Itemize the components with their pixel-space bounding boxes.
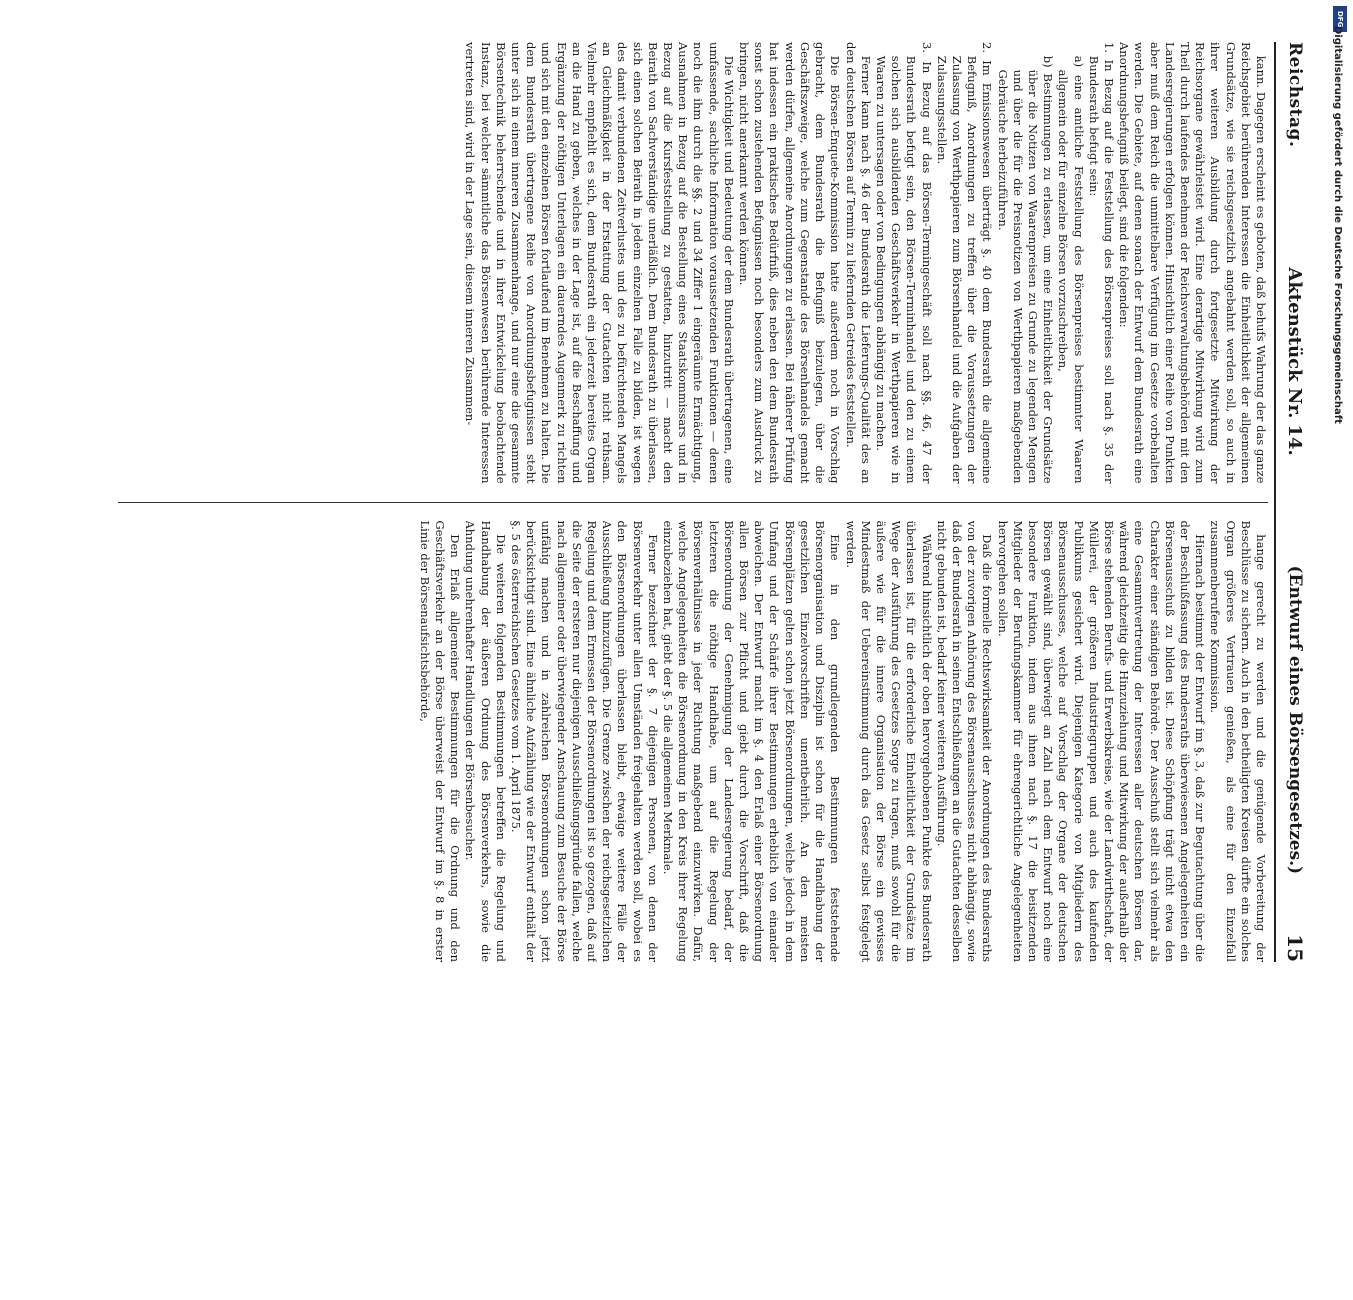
paragraph: kann. Dagegen erscheint es geboten, daß behufs Wahrung der das ganze Reichsgebiet berührenden Interessen die Einheitlichkeit der allgemeinen Grundsätze, wie sie reichsgesetzlich angebahnt werden soll, so auch in ihrer weiteren Ausbildung durch fortgesetzte Mitwirkung der Reichsorgane gewährleistet wird. Eine derartige Mitwirkung wird zum Theil durch laufendes Benehmen der Reichsverwaltungsbehörden mit den Landesregierungen erfolgen können. Hinsichtlich einer Reihe von Punkten aber muß dem Reich die unmittelbare Verfügung im Gesetze vorbehalten werden. Die Gebiete, auf denen sonach der Entwurf dem Bundesrath eine Anordnungsbefugniß beilegt, sind die folgenden: bbox=[1117, 42, 1268, 484]
side-note bbox=[1325, 4, 1347, 994]
paragraph: Ferner bezeichnet der §. 7 diejenigen Personen, von denen der Börsenverkehr unter allen Umständen freigehalten werden soll, wobei es den Börsenordnungen überlassen bleibt, etwaige weitere Fälle der Ausschließung hinzuzufügen. Die Grenze zwischen der reichsgesetzlichen Regelung und dem Ermessen der Börsenordnungen ist so gezogen, daß auf die Seite der ersteren nur diejenigen Ausschließungsgründe fallen, welche nach allgemeiner oder überwiegender Anschauung zum Besuche der Börse unfähig machen und in zahlreichen Börsenordnungen schon jetzt berücksichtigt sind. Eine ähnliche Aufzählung wie der Entwurf enthält der §. 5 des österreichischen Gesetzes vom 1. April 1875. bbox=[509, 520, 660, 962]
list-subitem: b) Bestimmungen zu erlassen, um eine Einheitlichkeit der Grundsätze über die Notizen von Waarenpreisen zu Grunde zu legenden Mengen und über die für die Preisnotizen von Werthpapieren maßgebenden Gebräuche herbeizuführen. bbox=[995, 55, 1056, 484]
page-number: 15 bbox=[1283, 934, 1307, 962]
dfg-logo: DFG bbox=[1333, 6, 1347, 32]
column-left bbox=[118, 42, 1268, 484]
list-subitem: a) eine amtliche Feststellung des Börsenpreises bestimmter Waaren allgemein oder für einzelne Börsen vorzuschreiben, bbox=[1056, 55, 1086, 484]
column-divider bbox=[118, 502, 1268, 503]
paragraph: Den Erlaß allgemeiner Bestimmungen für die Ordnung und den Geschäftsverkehr an der Börse überweist der Entwurf im §. 8 in erster Linie der Börsenaufsichtsbehörde, bbox=[417, 520, 463, 962]
header-aktenstueck: Aktenstück Nr. bbox=[1284, 267, 1306, 419]
page-content bbox=[60, 42, 1310, 962]
list-item: 1. In Bezug auf die Feststellung des Börsenpreises soll nach §. 35 der Bundesrath befugt sein: bbox=[1086, 42, 1116, 484]
rotated-page bbox=[60, 42, 1307, 1300]
list-item: 2. Im Emissionswesen überträgt §. 40 dem Bundesrath die allgemeine Befugniß, Anordnungen zu treffen über die Voraussetzungen der Zulassung von Werthpapieren zum Börsenhandel und die Aufgaben der Zulassungsstellen. bbox=[934, 42, 995, 484]
header-title: (Entwurf eines Börsengesetzes.) bbox=[1285, 565, 1305, 875]
list-item: 3. In Bezug auf das Börsen-Termingeschäft soll nach §§. 46, 47 der Bundesrath befugt sein, den Börsen-Terminhandel und den zu einem solchen sich ausbildenden Geschäftsverkehr in Werthpapieren wie in Waaren zu untersagen oder von Bedingungen abhängig zu machen. bbox=[873, 42, 934, 484]
header-reichstag: Reichstag. bbox=[1285, 42, 1305, 148]
text-columns bbox=[118, 42, 1268, 962]
column-right bbox=[118, 521, 1268, 963]
paragraph: Ferner kann nach §. 46 der Bundesrath die Lieferungs-Qualität des an den deutschen Börsen auf Termin zu liefernden Getreides feststellen. bbox=[843, 42, 873, 484]
page-header bbox=[1280, 42, 1310, 962]
header-rule bbox=[1274, 42, 1276, 962]
paragraph: Die Wichtigkeit und Bedeutung der dem Bundesrath übertragenen, eine umfassende, sachliche Information voraussetzenden Funktionen — denen noch die ihm durch die §§. 2 und 34 Ziffer 1 eingeräumte Ermächtigung, Ausnahmen in Bezug auf die Bestellung eines Staatskommissars und in Bezug auf die Kursfeststellung zu gestatten, hinzutritt — macht den Beirath von Sachverständige unerläßlich. Dem Bundesrath zu überlassen, sich einen solchen Beirath in jedem einzelnen Falle zu bilden, ist wegen des damit verbundenen Zeitverlustes und des zu befürchtenden Mangels an Gleichmäßigkeit in der Erstattung der Gutachten nicht rathsam. Vielmehr empfiehlt es sich, dem Bundesrath ein jederzeit bereites Organ an die Hand zu geben, welches in der Lage ist, auf die Beschaffung und Ergänzung der nöthigen Unterlagen ein dauerndes Augenmerk zu richten und sich mit den einzelnen Börsen fortlaufend im Benehmen zu halten. Die dem Bundesrath übertragene Reihe von Anordnungsbefugnissen steht unter sich in einem inneren Zusammenhange, und nur eine die gesammte Börsentechnik beherrschende und in ihrer Entwickelung beobachtende Instanz, bei welcher sämmtliche das Börsenwesen berührende Interessen vertreten sind, wird in der Lage sein, diesem inneren Zusammen- bbox=[463, 42, 736, 484]
paragraph: Eine in den grundlegenden Bestimmungen feststehende Börsenorganisation und Disziplin ist schon für die Handhabung der gesetzlichen Einzelvorschriften unentbehrlich. An den meisten Börsenplätzen gelten schon jetzt Börsenordnungen, welche jedoch in dem Umfang und der Schärfe ihrer Bestimmungen erheblich von einander abweichen. Der Entwurf macht im §. 4 den Erlaß einer Börsenordnung allen Börsen zur Pflicht und giebt durch die Vorschrift, daß die Börsenordnung der Genehmigung der Landesregierung bedarf, der letzteren die nöthige Handhabe, um auf die Regelung der Börsenverhältnisse in jeder Richtung maßgebend einzuwirken. Dafür, welche Angelegenheiten die Börsenordnung in den Kreis ihrer Regelung einzubeziehen hat, giebt der §. 5 die allgemeinen Merkmale. bbox=[661, 520, 843, 962]
digitization-note: Digitalisierung gefördert durch die Deutsche Forschungsgemeinschaft bbox=[1332, 26, 1343, 424]
paragraph: Die Börsen-Enquete-Kommission hatte außerdem noch in Vorschlag gebracht, dem Bundesrath die Befugniß beizulegen, über die Geschäftszweige, welche zum Gegenstande des Börsenhandels gemacht werden dürfen, allgemeine Anordnungen zu erlassen. Bei näherer Prüfung hat indessen ein praktisches Bedürfniß, dies neben den dem Bundesrath sonst schon zustehenden Befugnissen noch besonders zum Ausdruck zu bringen, nicht anerkannt werden können. bbox=[737, 42, 843, 484]
paragraph: Hiernach bestimmt der Entwurf im §. 3, daß zur Begutachtung über die der Beschlußfassung des Bundesraths überwiesenen Angelegenheiten ein Börsenausschuß zu bilden ist. Diese Schöpfung trägt nicht etwa den Charakter einer ständigen Behörde. Der Ausschuß stellt sich vielmehr als eine Gesammtvertretung der Interessen aller deutschen Börsen dar, während gleichzeitig die Hinzuziehung und Mitwirkung der außerhalb der Börse stehenden Berufs- und Erwerbskreise, wie der Landwirthschaft, der Müllerei, der größeren Industriegruppen und auch des kaufenden Publikums gesichert wird. Diejenigen Kategorie von Mitgliedern des Börsenausschusses, welche auf Vorschlag der Organe der deutschen Börsen gewählt sind, überwiegt an Zahl nach dem Entwurf noch eine besondere Funktion, indem aus ihnen nach §. 17 die beisitzenden Mitglieder der Berufungskammer für ehrengerichtliche Angelegenheiten hervorgehen sollen. bbox=[995, 520, 1208, 962]
paragraph: Die weiteren folgenden Bestimmungen betreffen die Regelung und Handhabung der äußeren Ordnung des Börsenverkehrs, sowie die Ahndung unehrenhafter Handlungen der Börsenbesucher. bbox=[463, 520, 508, 962]
paragraph: hange gerecht zu werden und die genügende Vorbereitung der Beschlüsse zu sichern. Auch in den betheiligten Kreisen dürfte ein solches Organ größeres Vertrauen genießen, als eine für den Einzelfall zusammenberufene Kommission. bbox=[1208, 520, 1268, 962]
paragraph: Während hinsichtlich der oben hervorgehobenen Punkte des Bundesrath überlassen ist, für die erforderliche Einheitlichkeit der Grundsätze im Wege der Ausführung des Gesetzes Sorge zu tragen, muß sowohl für die äußere wie für die innere Organisation der Börse ein gewisses Mindestmaß der Uebereinstimmung durch das Gesetz selbst festgelegt werden. bbox=[843, 520, 934, 962]
header-number: 14. bbox=[1284, 424, 1306, 456]
paragraph: Daß die formelle Rechtswirksamkeit der Anordnungen des Bundesraths von der zuvorigen Anhörung des Börsenausschusses nicht abhängig, sowie daß der Bundesrath in seinen Entschließungen an die Gutachten desselben nicht gebunden ist, bedarf keiner weiteren Ausführung. bbox=[934, 520, 995, 962]
